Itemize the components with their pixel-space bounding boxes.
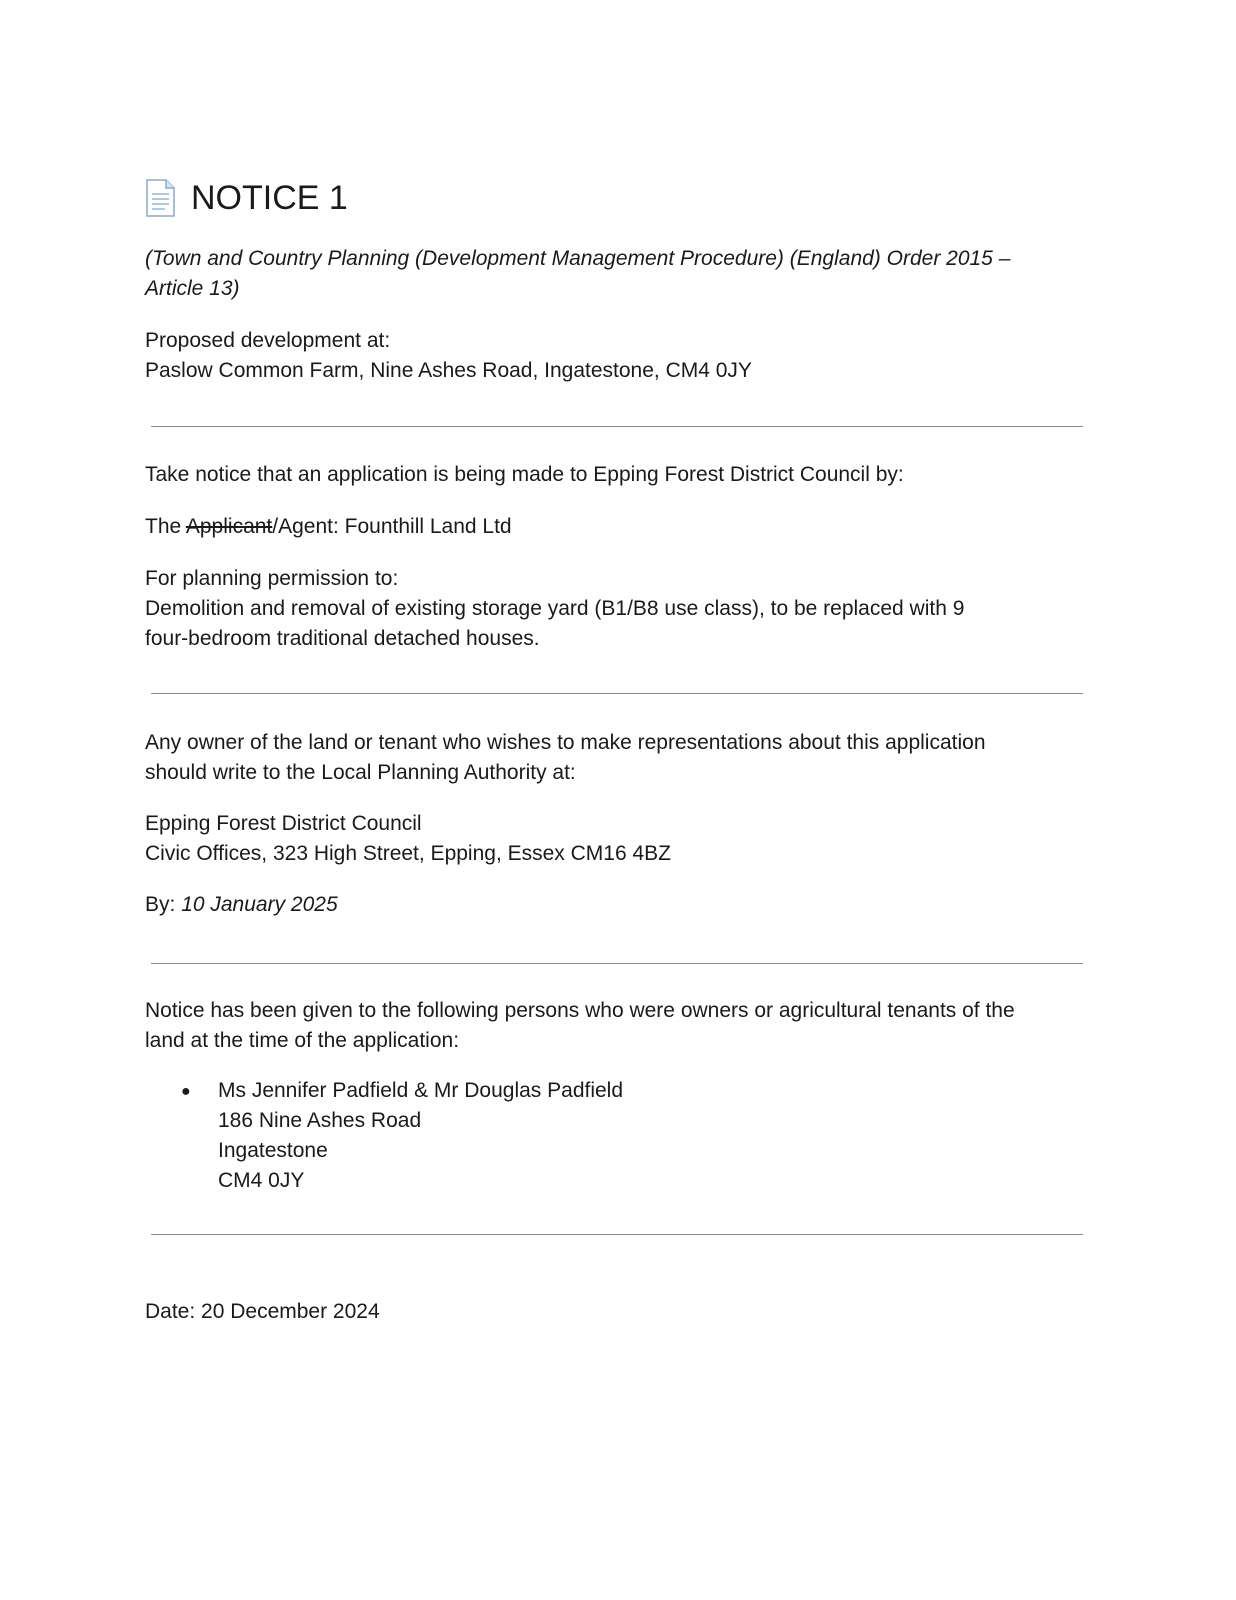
divider [151,1234,1083,1235]
agent-name: /Agent: Founthill Land Ltd [272,515,512,538]
proposed-label: Proposed development at: [145,329,391,352]
owner-town: Ingatestone [218,1139,328,1162]
list-item [218,1076,1018,1196]
legal-reference-line1: (Town and Country Planning (Development Management Procedure) (England) Order 2015 – [145,247,1011,270]
representations-text [145,728,1075,788]
applicant-struck-word: Applicant [185,515,273,538]
council-address: Civic Offices, 323 High Street, Epping, Essex CM16 4BZ [145,842,672,865]
proposed-development [145,326,1075,386]
planning-permission [145,564,1075,654]
document-icon [145,179,175,217]
owner-postcode: CM4 0JY [218,1169,305,1192]
applicant-line [145,512,1075,542]
notice-date: Date: 20 December 2024 [145,1300,380,1323]
deadline-date: 10 January 2025 [181,893,338,916]
deadline-line [145,890,1075,920]
representations-line1: Any owner of the land or tenant who wishes to make representations about this application [145,731,986,754]
owner-name: Ms Jennifer Padfield & Mr Douglas Padfield [218,1079,624,1102]
representations-line2: should write to the Local Planning Authority at: [145,761,576,784]
proposed-address: Paslow Common Farm, Nine Ashes Road, Ingatestone, CM4 0JY [145,359,752,382]
deadline-label: By: [145,893,182,916]
owners-notice [145,996,1075,1056]
owner-street: 186 Nine Ashes Road [218,1109,422,1132]
council-name: Epping Forest District Council [145,812,422,835]
notice-heading [145,176,348,220]
applicant-prefix: The [145,515,186,538]
owners-line2: land at the time of the application: [145,1029,460,1052]
divider [151,426,1083,427]
permission-description-line2: four-bedroom traditional detached houses. [145,627,540,650]
divider [151,963,1083,964]
permission-description-line1: Demolition and removal of existing storage yard (B1/B8 use class), to be replaced with 9 [145,597,965,620]
bullet-marker: ● [181,1083,191,1100]
application-intro: Take notice that an application is being made to Epping Forest District Council by: [145,463,904,486]
council-address-block [145,809,1075,869]
legal-reference-line2: Article 13) [145,277,240,300]
legal-reference [145,244,1075,304]
page-title: NOTICE 1 [191,179,348,217]
permission-label: For planning permission to: [145,567,399,590]
owners-line1: Notice has been given to the following persons who were owners or agricultural tenants of the [145,999,1015,1022]
divider [151,693,1083,694]
